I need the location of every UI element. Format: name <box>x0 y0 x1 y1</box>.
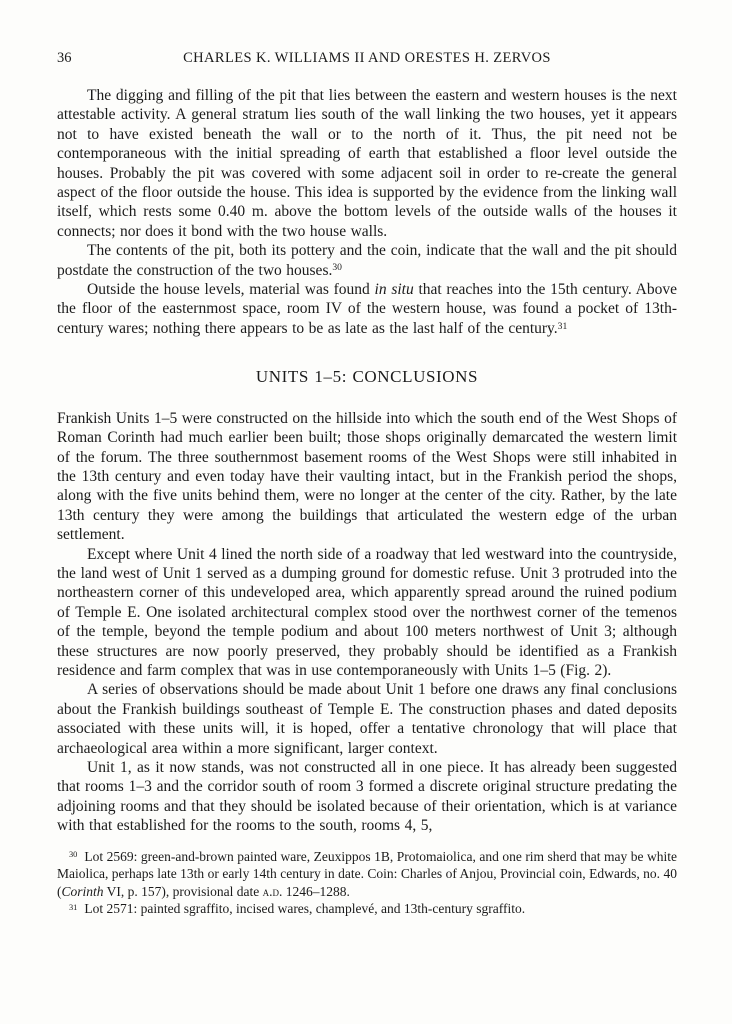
footnote-reference: 31 <box>557 320 568 332</box>
footnote-marker: 31 <box>69 902 78 912</box>
text-run: VI, p. 157), provisional date <box>103 883 263 899</box>
italic-text: in situ <box>374 281 414 299</box>
text-run: Lot 2571: painted sgraffito, incised wares, champlevé, and 13th-century sgraffito. <box>84 901 526 917</box>
paragraph <box>57 545 677 681</box>
text-run: Frankish Units 1–5 were constructed on the hillside into which the south end of the West Shops of Roman Corinth had much earlier been built; those shops originally demarcated the western limit of the forum. The three southernmost basement rooms of the West Shops were still inhabited in the 13th century and even today have their vaulting intact, but in the Frankish period the shops, along with the five units behind them, were no longer at the center of the city. Rather, by the late 13th century they were among the buildings that articulated the western edge of the urban settlement. <box>57 409 677 544</box>
text-run: Unit 1, as it now stands, was not constructed all in one piece. It has already been suggested that rooms 1–3 and the corridor south of room 3 formed a discrete original structure predating the adjoining rooms and that they should be isolated because of their orientation, which is at variance with that established for the rooms to the south, rooms 4, 5, <box>57 759 677 835</box>
paragraph <box>57 409 677 545</box>
footnote <box>57 848 677 901</box>
running-header <box>57 50 677 70</box>
smallcaps-text: a.d. <box>262 883 283 899</box>
footnote <box>57 900 677 918</box>
text-run: A series of observations should be made about Unit 1 before one draws any final conclusions about the Frankish buildings southeast of Temple E. The construction phases and dated deposits associated with these units will, it is hoped, offer a tentative chronology that will place that archaeological area within a more significant, larger context. <box>57 681 677 757</box>
footnotes-section <box>57 848 677 918</box>
footnote-marker: 30 <box>69 849 78 859</box>
paragraph <box>57 680 677 758</box>
text-run: The digging and filling of the pit that lies between the eastern and western houses is the next attestable activity. A general stratum lies south of the wall linking the two houses, yet it appears not to have existed beneath the wall or to the north of it. Thus, the pit need not be contemporaneous with the initial spreading of earth that established a floor level outside the houses. Probably the pit was covered with some adjacent soil in order to re-create the general aspect of the floor outside the house. This idea is supported by the evidence from the linking wall itself, which rests some 0.40 m. above the bottom levels of the outside walls of the houses it connects; nor does it bond with the two house walls. <box>57 87 677 240</box>
running-head-authors: CHARLES K. WILLIAMS II AND ORESTES H. ZERVOS <box>183 50 551 66</box>
article-body <box>57 86 677 836</box>
text-run: 1246–1288. <box>282 883 350 899</box>
text-run: The contents of the pit, both its pottery and the coin, indicate that the wall and the pit should postdate the construction of the two houses. <box>57 242 677 279</box>
italic-text: Corinth <box>61 883 104 899</box>
text-run: Outside the house levels, material was found <box>87 281 375 299</box>
paragraph <box>57 758 677 836</box>
paragraph <box>57 86 677 241</box>
page-number: 36 <box>57 50 72 66</box>
paragraph <box>57 241 677 280</box>
text-run: UNITS 1–5: CONCLUSIONS <box>255 367 479 387</box>
section-heading <box>57 367 677 386</box>
text-run: that reaches into the 15th century. Above the floor of the easternmost space, room IV of the western house, was found a pocket of 13th-century wares; nothing there appears to be as late as the last half of the century. <box>57 281 677 337</box>
text-run: Lot 2569: green-and-brown painted ware, Zeuxippos 1B, Protomaiolica, and one rim sherd that may be white Maiolica, perhaps late 13th or early 14th century in date. Coin: Charles of Anjou, Provincial coin, Edwards, no. 40 ( <box>57 848 677 899</box>
text-run: Except where Unit 4 lined the north side of a roadway that led westward into the countryside, the land west of Unit 1 served as a dumping ground for domestic refuse. Unit 3 protruded into the northeastern corner of this undeveloped area, which apparently spread around the ruined podium of Temple E. One isolated architectural complex stood over the northwest corner of the temenos of the temple, beyond the temple podium and about 100 meters northwest of Unit 3; although these structures are now poorly preserved, they probably should be identified as a Frankish residence and farm complex that was in use contemporaneously with Units 1–5 (Fig. 2). <box>57 545 677 679</box>
footnote-reference: 30 <box>332 262 342 274</box>
paragraph <box>57 280 677 338</box>
